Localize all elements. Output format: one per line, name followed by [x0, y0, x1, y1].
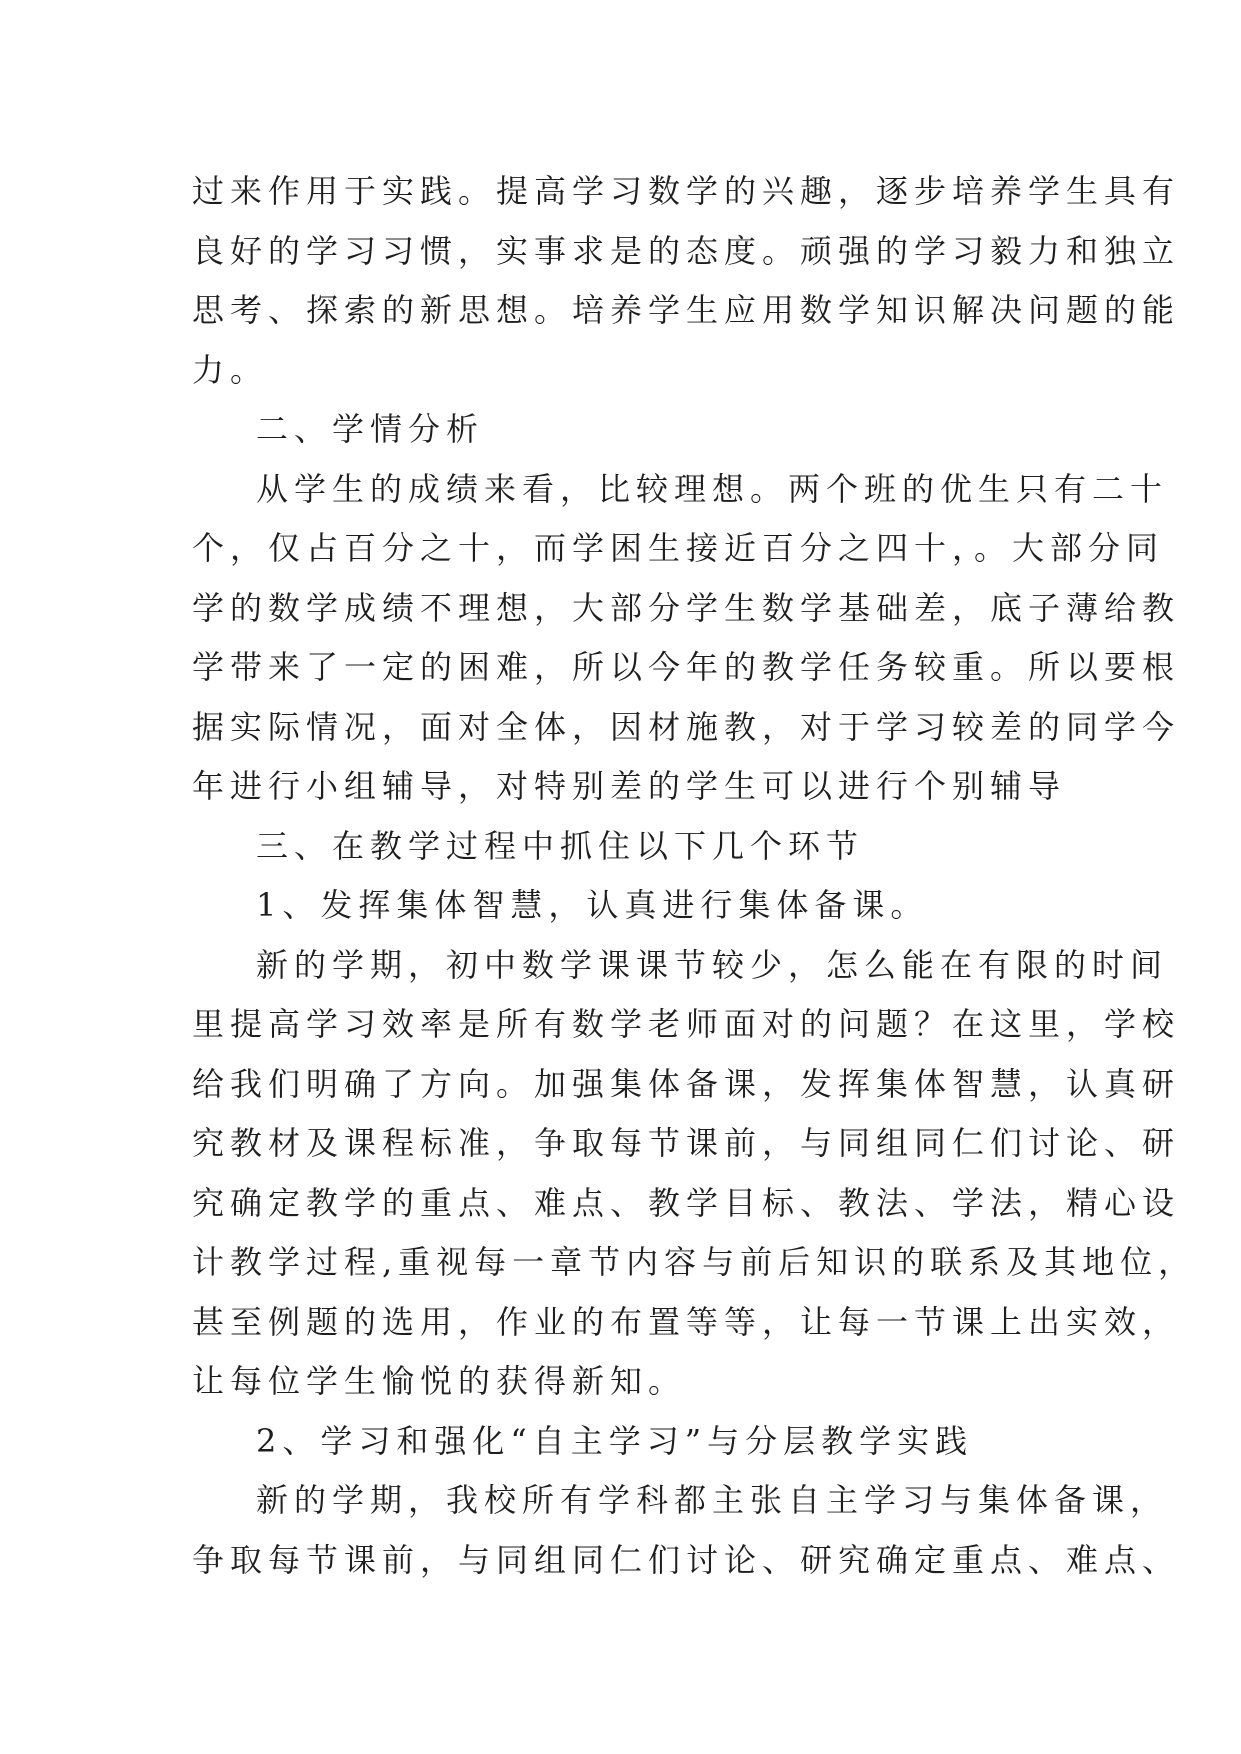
- text-line: 究确定教学的重点、难点、教学目标、教法、学法，精心设: [192, 1183, 1181, 1222]
- text-line: 究教材及课程标准，争取每节课前，与同组同仁们讨论、研: [192, 1124, 1181, 1162]
- text-line: 2、学习和强化“自主学习”与分层教学实践: [256, 1421, 974, 1460]
- text-line: 学的数学成绩不理想，大部分学生数学基础差，底子薄给教: [192, 588, 1181, 627]
- text-line: 据实际情况，面对全体，因材施教，对于学习较差的同学今: [192, 707, 1181, 746]
- document-body: [192, 162, 1197, 1590]
- text-line: 良好的学习习惯，实事求是的态度。顽强的学习毅力和独立: [192, 231, 1181, 270]
- text-line: 里提高学习效率是所有数学老师面对的问题？在这里，学校: [192, 1005, 1181, 1043]
- text-line: 三、在教学过程中抓住以下几个环节: [256, 826, 865, 865]
- text-line: 个，仅占百分之十，而学困生接近百分之四十，。大部分同: [192, 529, 1165, 567]
- text-line: 年进行小组辅导，对特别差的学生可以进行个别辅导: [192, 767, 1067, 805]
- text-line: 甚至例题的选用，作业的布置等等，让每一节课上出实效，: [192, 1302, 1181, 1341]
- text-line: 计教学过程,重视每一章节内容与前后知识的联系及其地位，: [192, 1243, 1197, 1281]
- text-line: 新的学期，初中数学课课节较少，怎么能在有限的时间: [256, 945, 1169, 984]
- text-line: 学带来了一定的困难，所以今年的教学任务较重。所以要根: [192, 648, 1181, 686]
- text-line: 过来作用于实践。提高学习数学的兴趣，逐步培养学生具有: [192, 172, 1181, 210]
- text-line: 1、发挥集体智慧，认真进行集体备课。: [256, 886, 929, 924]
- text-line: 新的学期，我校所有学科都主张自主学习与集体备课，: [256, 1481, 1169, 1519]
- text-line: 给我们明确了方向。加强集体备课，发挥集体智慧，认真研: [192, 1064, 1181, 1103]
- text-line: 力。: [192, 350, 269, 389]
- text-line: 让每位学生愉悦的获得新知。: [192, 1362, 687, 1400]
- text-line: 从学生的成绩来看，比较理想。两个班的优生只有二十: [256, 469, 1169, 508]
- text-line: 二、学情分析: [256, 410, 485, 448]
- text-line: 争取每节课前，与同组同仁们讨论、研究确定重点、难点、: [192, 1540, 1181, 1579]
- text-line: 思考、探索的新思想。培养学生应用数学知识解决问题的能: [192, 291, 1181, 329]
